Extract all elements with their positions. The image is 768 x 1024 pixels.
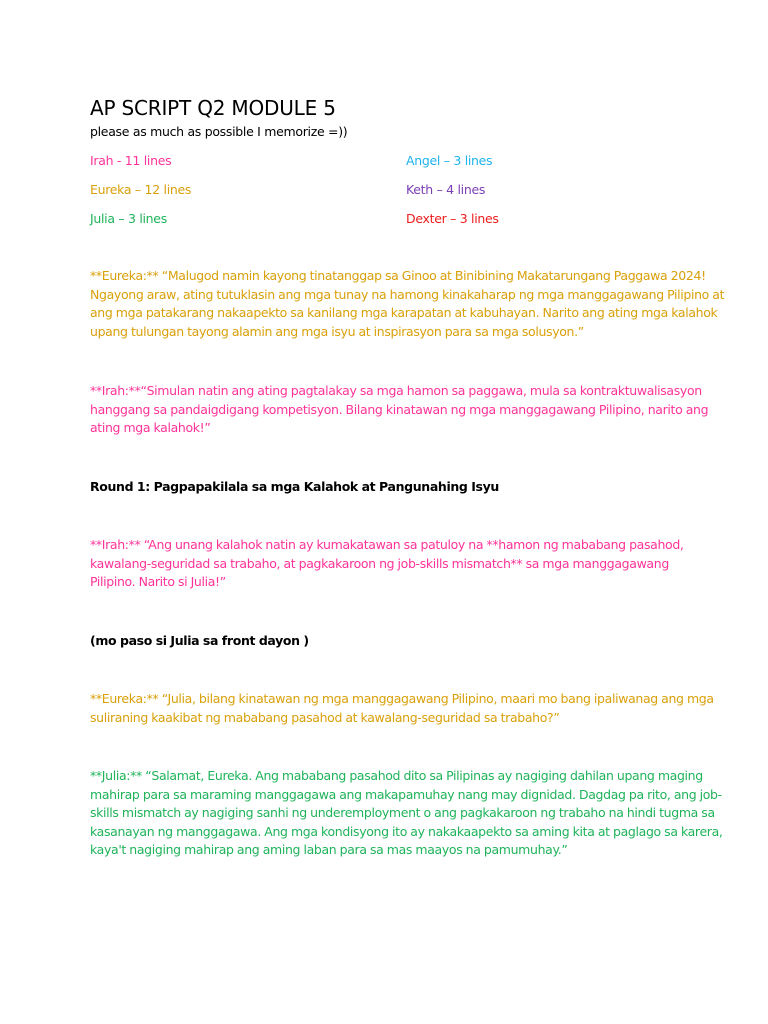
script-line: **Eureka:** “Malugod namin kayong tinatanggap sa Ginoo at Binibining Makatarungang Paggawa 2024! <box>90 268 706 283</box>
script-line: skills mismatch ay nagiging sanhi ng underemployment o ang pagkakaroon ng trabaho na hindi tugma sa <box>90 805 715 821</box>
script-line: suliraning kaakibat ng mababang pasahod at kawalang-seguridad sa trabaho?” <box>90 709 560 725</box>
script-block-eureka-intro <box>90 267 725 341</box>
script-line: Ngayong araw, ating tutuklasin ang mga tunay na hamong kinakaharap ng mga manggagawang Pilipino at <box>90 286 725 302</box>
script-line: **Irah:**“Simulan natin ang ating pagtalakay sa mga hamon sa paggawa, mula sa kontraktuwalisasyon <box>90 383 702 398</box>
round-heading <box>90 478 690 497</box>
script-line: **Eureka:** “Julia, bilang kinatawan ng mga manggagawang Pilipino, maari mo bang ipaliwanag ang mga <box>90 691 714 706</box>
script-line: upang tulungan tayong alamin ang mga isyu at inspirasyon para sa mga solusyon.” <box>90 323 584 339</box>
stage-direction <box>90 632 690 651</box>
script-block-julia-answer <box>90 767 723 860</box>
script-line: kawalang-seguridad sa trabaho, at pagkakaroon ng job-skills mismatch** sa mga manggagawang <box>90 555 669 571</box>
script-line: ating mga kalahok!” <box>90 420 211 436</box>
document-title: AP SCRIPT Q2 MODULE 5 <box>90 96 336 120</box>
script-line: **Irah:** “Ang unang kalahok natin ay kumakatawan sa patuloy na **hamon ng mababang pasahod, <box>90 537 684 552</box>
script-line: **Julia:** “Salamat, Eureka. Ang mababang pasahod dito sa Pilipinas ay nagiging dahilan upang maging <box>90 768 703 783</box>
document-page <box>90 0 725 1024</box>
cast-item-julia: Julia – 3 lines <box>90 211 167 226</box>
document-subtitle: please as much as possible I memorize =)) <box>90 124 348 139</box>
script-line: kaya't nagiging mahirap ang aming laban para sa mas maayos na pamumuhay.” <box>90 842 568 858</box>
script-line: hanggang sa pandaigdigang kompetisyon. Bilang kinatawan ng mga manggagawang Pilipino, narito ang <box>90 401 709 417</box>
cast-item-keth: Keth – 4 lines <box>406 182 486 197</box>
script-line: mahirap para sa maraming manggagawa ang makapamuhay nang may dignidad. Dagdag pa rito, ang job- <box>90 786 722 802</box>
cast-item-irah: Irah - 11 lines <box>90 153 172 168</box>
script-line: kasanayan ng manggagawa. Ang mga kondisyong ito ay nakakaapekto sa aming kita at paglago sa karera, <box>90 823 723 839</box>
script-block-eureka-question <box>90 690 714 727</box>
script-block-irah-opening <box>90 382 709 438</box>
cast-item-dexter: Dexter – 3 lines <box>406 211 499 226</box>
script-line: ang mga patakarang nakaapekto sa kanilang mga karapatan at kabuhayan. Narito ang ating mga kalahok <box>90 305 718 321</box>
cast-item-eureka: Eureka – 12 lines <box>90 182 192 197</box>
script-line: Round 1: Pagpapakilala sa mga Kalahok at Pangunahing Isyu <box>90 479 499 494</box>
script-line: (mo paso si Julia sa front dayon ) <box>90 633 309 648</box>
script-block-irah-intro-julia <box>90 536 690 592</box>
script-line: Pilipino. Narito si Julia!” <box>90 574 226 590</box>
cast-item-angel: Angel – 3 lines <box>406 153 493 168</box>
